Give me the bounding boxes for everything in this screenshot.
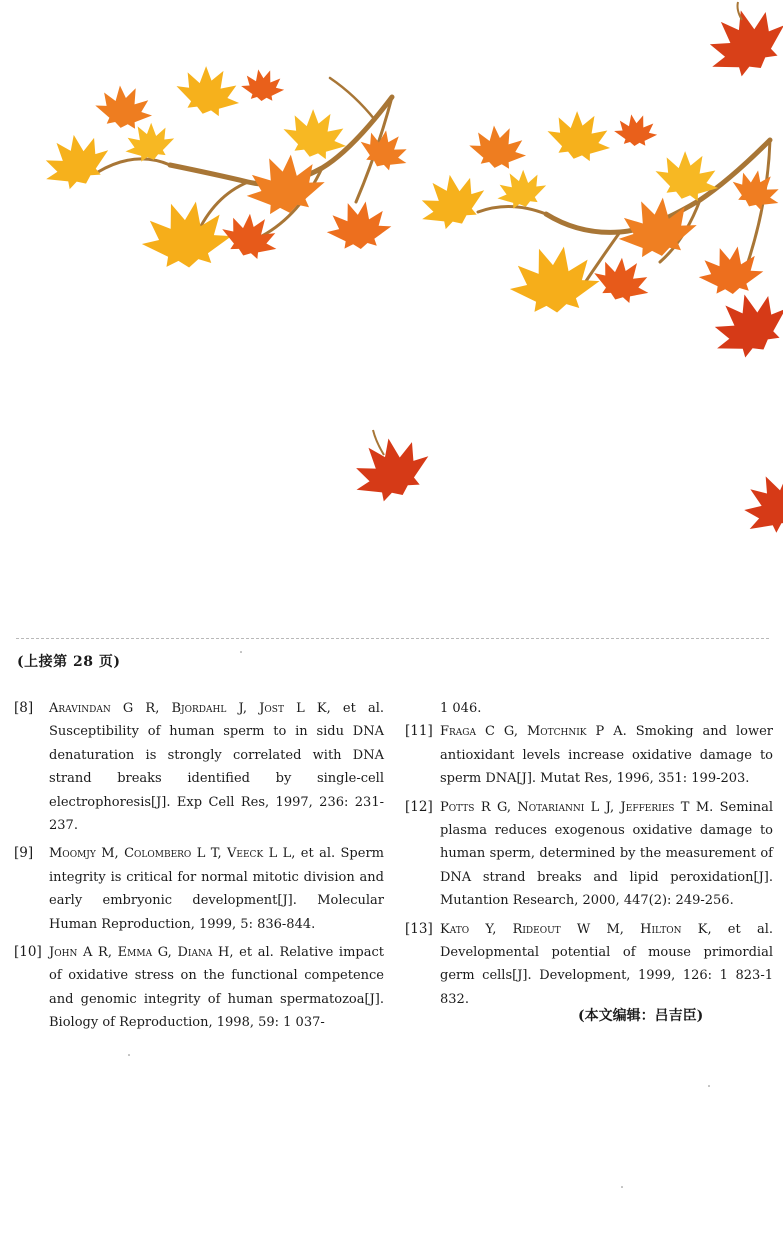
reference-text: Smoking and lower antioxidant levels increase oxidative damage to sperm DNA[J]. Mutat Res, 1996, 351: 199-203.: [440, 724, 773, 787]
reference-number: [13]: [405, 920, 433, 937]
reference-item: [14, 941, 384, 1035]
reference-authors: Kato Y, Rideout W M, Hilton K,: [440, 921, 712, 937]
reference-number: [8]: [14, 700, 34, 716]
scan-speck: [128, 1054, 130, 1056]
reference-text: et al. Sperm integrity is critical for normal mitotic division and early embryonic development[J]. Molecular Human Reproduction, 1999, 5: 836-844.: [49, 846, 384, 932]
scan-speck: [708, 1085, 710, 1087]
reference-authors: Moomjy M, Colombero L T, Veeck L L,: [49, 846, 296, 862]
scan-speck: [240, 651, 242, 653]
maple-leaves-branch-icon: [0, 0, 783, 620]
reference-number: [11]: [405, 723, 433, 740]
editor-note: (本文编辑：吕吉臣): [578, 1008, 704, 1024]
reference-text: et al. Susceptibility of human sperm to in sidu DNA denaturation is strongly correlated with DNA strand breaks identified by single-cell electrophoresis[J]. Exp Cell Res, 1997, 236: 231-237.: [49, 701, 384, 834]
reference-text: et al. Relative impact of oxidative stress on the functional competence and genomic integrity of human spermatozoa[J]. Biology of Reproduction, 1998, 59: 1 037-: [49, 945, 384, 1031]
reference-number: [12]: [405, 798, 433, 815]
references-right-column: [405, 697, 773, 1016]
reference-authors: John A R, Emma G, Diana H,: [49, 945, 234, 961]
edge-leaf: [730, 460, 783, 546]
continued-from-note: (上接第 28 页): [17, 654, 121, 670]
right-leaf-cluster: [410, 105, 783, 369]
left-leaf-cluster: [34, 60, 415, 271]
reference-number: [10]: [14, 944, 42, 961]
corner-leaf: [695, 0, 783, 89]
reference-item: [405, 918, 773, 1012]
reference-authors: Potts R G, Notarianni L J, Jefferies T M.: [440, 799, 714, 815]
reference-item: [405, 796, 773, 913]
dashed-divider: [16, 638, 769, 639]
reference-authors: Fraga C G, Motchnik P A.: [440, 724, 627, 740]
references-left-column: [14, 697, 384, 1040]
reference-number: [9]: [14, 845, 34, 862]
reference-text: et al. Developmental potential of mouse primordial germ cells[J]. Development, 1999, 126: 1 823-1 832.: [440, 921, 773, 1007]
reference-item: [14, 697, 384, 837]
reference-item: [14, 842, 384, 936]
reference-item: [405, 720, 773, 790]
reference-continuation: 1 046.: [440, 701, 482, 716]
reference-authors: Aravindan G R, Bjordahl J, Jost L K,: [49, 701, 331, 716]
scan-speck: [621, 1186, 623, 1188]
reference-text: Seminal plasma reduces exogenous oxidative damage to human sperm, determined by the measurement of DNA strand breaks and lipid peroxidation[J]. Mutantion Research, 2000, 447(2): 249-256.: [440, 799, 773, 909]
falling-leaf: [343, 426, 439, 511]
